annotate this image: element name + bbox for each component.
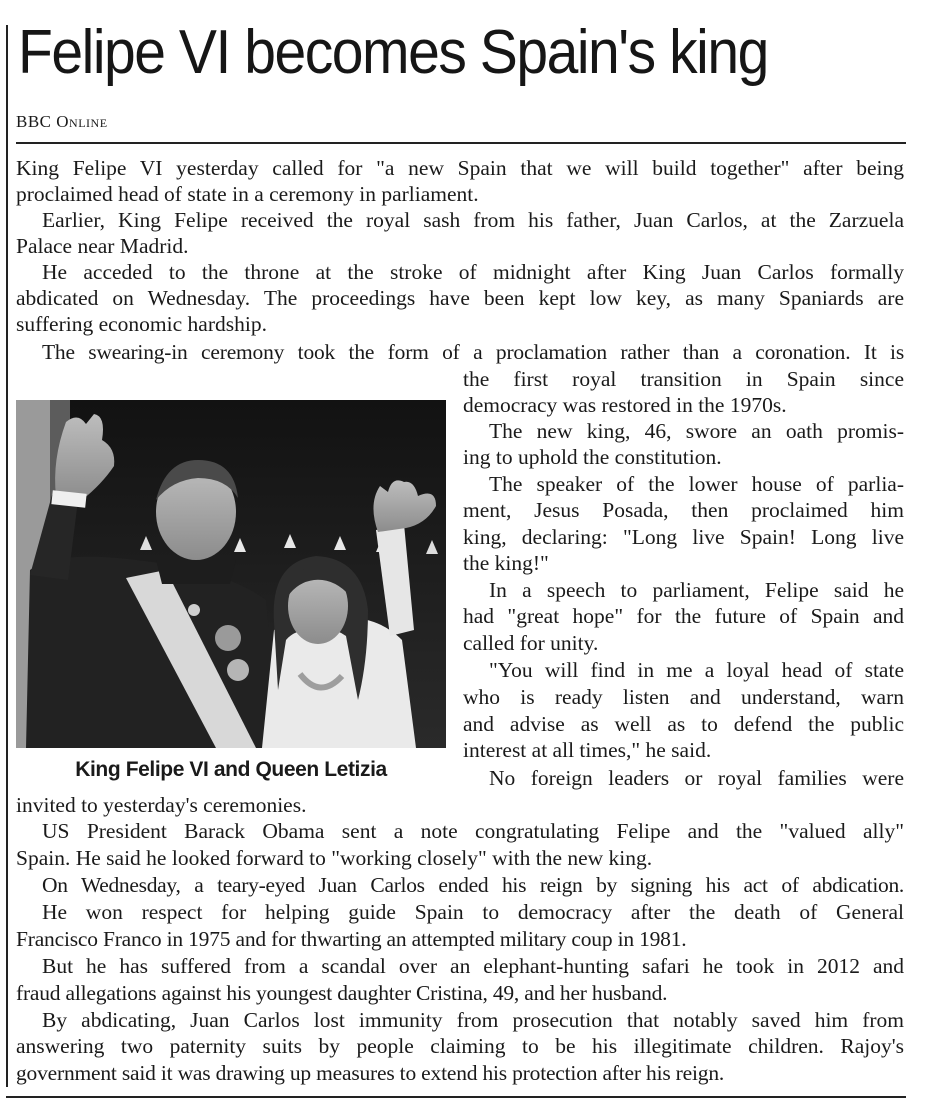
article-line: the king!" <box>463 551 549 575</box>
article-line: In a speech to parliament, Felipe said he <box>489 578 904 602</box>
byline: BBC Online <box>16 112 108 131</box>
article-line: The speaker of the lower house of parlia- <box>489 472 904 496</box>
headline: Felipe VI becomes Spain's king <box>18 18 768 87</box>
bottom-rule <box>6 1096 906 1098</box>
article-line: But he has suffered from a scandal over an elephant-hunting safari he took in 2012 and <box>42 954 904 978</box>
article-line: and advise as well as to defend the public <box>463 712 904 736</box>
article-line: He acceded to the throne at the stroke of midnight after King Juan Carlos formally <box>42 260 904 284</box>
royal-couple-photo <box>16 400 446 748</box>
article-line: called for unity. <box>463 631 599 655</box>
article-line: suffering economic hardship. <box>16 312 267 336</box>
article-line: king, declaring: "Long live Spain! Long live <box>463 525 904 549</box>
article-line: invited to yesterday's ceremonies. <box>16 793 307 817</box>
article-line: answering two paternity suits by people claiming to be his illegitimate children. Rajoy's <box>16 1034 904 1058</box>
article-line: King Felipe VI yesterday called for "a new Spain that we will build together" after being <box>16 156 904 180</box>
article-line: "You will find in me a loyal head of state <box>489 658 904 682</box>
article-line: fraud allegations against his youngest daughter Cristina, 49, and her husband. <box>16 981 668 1005</box>
article-line: The swearing-in ceremony took the form of a proclamation rather than a coronation. It is <box>42 340 904 364</box>
photo-caption: King Felipe VI and Queen Letizia <box>75 758 387 781</box>
article-line: On Wednesday, a teary-eyed Juan Carlos ended his reign by signing his act of abdication. <box>42 873 904 897</box>
article-line: The new king, 46, swore an oath promis- <box>489 419 904 443</box>
article-line: democracy was restored in the 1970s. <box>463 393 787 417</box>
article-line: No foreign leaders or royal families were <box>489 766 904 790</box>
article-line: the first royal transition in Spain since <box>463 367 904 391</box>
article-line: Spain. He said he looked forward to "working closely" with the new king. <box>16 846 653 870</box>
article-line: who is ready listen and understand, warn <box>463 685 904 709</box>
left-column-rule <box>6 25 8 1087</box>
article-line: Palace near Madrid. <box>16 234 189 258</box>
byline-divider <box>16 142 906 144</box>
article-line: US President Barack Obama sent a note congratulating Felipe and the "valued ally" <box>42 819 904 843</box>
article-line: government said it was drawing up measures to extend his protection after his reign. <box>16 1061 725 1085</box>
article-line: had "great hope" for the future of Spain and <box>463 604 904 628</box>
article-line: He won respect for helping guide Spain to democracy after the death of General <box>42 900 904 924</box>
article-line: abdicated on Wednesday. The proceedings have been kept low key, as many Spaniards are <box>16 286 904 310</box>
article-line: Francisco Franco in 1975 and for thwarting an attempted military coup in 1981. <box>16 927 687 951</box>
article-line: interest at all times," he said. <box>463 738 712 762</box>
article-line: ment, Jesus Posada, then proclaimed him <box>463 498 904 522</box>
article-line: ing to uphold the constitution. <box>463 445 722 469</box>
article-line: By abdicating, Juan Carlos lost immunity from prosecution that notably saved him from <box>42 1008 904 1032</box>
article-line: Earlier, King Felipe received the royal sash from his father, Juan Carlos, at the Zarzuela <box>42 208 904 232</box>
article-line: proclaimed head of state in a ceremony in parliament. <box>16 182 479 206</box>
photo-illustration <box>16 400 446 748</box>
